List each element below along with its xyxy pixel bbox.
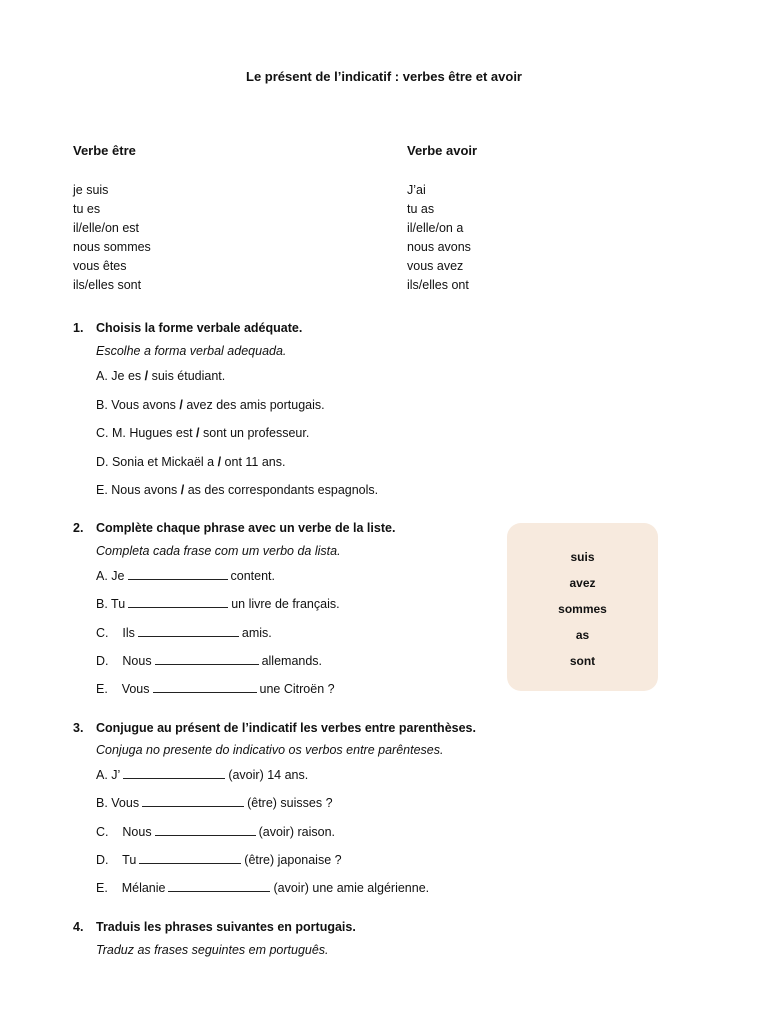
answer-blank[interactable] xyxy=(142,796,244,807)
word-list-item: sommes xyxy=(558,602,607,616)
avoir-form: nous avons xyxy=(407,240,471,254)
exercise-2-item xyxy=(96,682,335,696)
exercise-2-item xyxy=(96,654,322,668)
item-text: (avoir) 14 ans. xyxy=(228,768,309,782)
item-text: B. Vous xyxy=(96,796,140,810)
item-text: sont un professeur. xyxy=(199,426,310,440)
choice-slash: / xyxy=(179,398,183,412)
exercise-1-number: 1. xyxy=(73,321,84,335)
etre-form: je suis xyxy=(73,183,109,197)
etre-form: tu es xyxy=(73,202,101,216)
exercise-4-number: 4. xyxy=(73,920,84,934)
avoir-form: ils/elles ont xyxy=(407,278,469,292)
item-text: E. Nous avons xyxy=(96,483,181,497)
exercise-1-item xyxy=(96,369,225,383)
avoir-form: J’ai xyxy=(407,183,426,197)
word-list-box xyxy=(507,523,658,691)
exercise-3-number: 3. xyxy=(73,721,84,735)
avoir-form: vous avez xyxy=(407,259,464,273)
exercise-3-item xyxy=(96,853,342,867)
item-text: D. Tu xyxy=(96,853,137,867)
answer-blank[interactable] xyxy=(123,768,225,779)
item-text: (être) japonaise ? xyxy=(244,853,342,867)
item-text: (avoir) une amie algérienne. xyxy=(273,881,430,895)
exercise-3-item xyxy=(96,796,333,810)
choice-slash: / xyxy=(180,483,185,497)
item-text: D. Sonia et Mickaël a xyxy=(96,455,218,469)
exercise-2-item xyxy=(96,626,272,640)
answer-blank[interactable] xyxy=(128,597,228,608)
item-text: allemands. xyxy=(261,654,323,668)
word-list-item: suis xyxy=(570,550,595,564)
answer-blank[interactable] xyxy=(155,825,256,836)
item-text: C. Nous xyxy=(96,825,152,839)
etre-form: vous êtes xyxy=(73,259,127,273)
item-text: C. Ils xyxy=(96,626,135,640)
item-text: suis étudiant. xyxy=(148,369,226,383)
item-text: une Citroën ? xyxy=(259,682,335,696)
word-list-item: avez xyxy=(569,576,596,590)
item-text: (avoir) raison. xyxy=(258,825,335,839)
item-text: A. Je xyxy=(96,569,125,583)
item-text: C. M. Hugues est xyxy=(96,426,197,440)
choice-slash: / xyxy=(196,426,200,440)
exercise-2-item xyxy=(96,569,275,583)
item-text: E. Vous xyxy=(96,682,150,696)
etre-conjugation-list xyxy=(73,181,151,295)
exercise-3-title: Conjugue au présent de l’indicatif les verbes entre parenthèses. xyxy=(96,721,476,735)
avoir-form: tu as xyxy=(407,202,435,216)
word-list-item: sont xyxy=(569,654,596,668)
etre-form: ils/elles sont xyxy=(73,278,142,292)
avoir-form: il/elle/on a xyxy=(407,221,464,235)
exercise-1-subtitle: Escolhe a forma verbal adequada. xyxy=(96,344,287,358)
answer-blank[interactable] xyxy=(138,626,239,637)
answer-blank[interactable] xyxy=(153,682,257,693)
item-text: avez des amis portugais. xyxy=(182,398,325,412)
etre-form: nous sommes xyxy=(73,240,151,254)
exercise-1-item xyxy=(96,398,325,412)
item-text: as des correspondants espagnols. xyxy=(184,483,379,497)
exercise-4-subtitle: Traduz as frases seguintes em português. xyxy=(96,943,329,957)
exercise-2-subtitle: Completa cada frase com um verbo da lista. xyxy=(96,544,341,558)
answer-blank[interactable] xyxy=(128,569,228,580)
answer-blank[interactable] xyxy=(168,881,270,892)
verbe-avoir-heading: Verbe avoir xyxy=(407,143,478,158)
item-text: A. J’ xyxy=(96,768,121,782)
exercise-2-number: 2. xyxy=(73,521,84,535)
exercise-2-item xyxy=(96,597,340,611)
item-text: ont 11 ans. xyxy=(221,455,286,469)
exercise-3-item xyxy=(96,881,429,895)
exercise-3-subtitle: Conjuga no presente do indicativo os verbos entre parênteses. xyxy=(96,743,444,757)
item-text: A. Je es xyxy=(96,369,145,383)
page-title: Le présent de l’indicatif : verbes être et avoir xyxy=(246,69,522,84)
answer-blank[interactable] xyxy=(139,853,241,864)
word-list-item: as xyxy=(575,628,590,642)
etre-form: il/elle/on est xyxy=(73,221,140,235)
item-text: D. Nous xyxy=(96,654,152,668)
item-text: B. Tu xyxy=(96,597,126,611)
verbe-etre-heading: Verbe être xyxy=(73,143,136,158)
exercise-1-item xyxy=(96,455,285,469)
item-text: (être) suisses ? xyxy=(247,796,333,810)
exercise-2-title: Complète chaque phrase avec un verbe de la liste. xyxy=(96,521,396,535)
exercise-1-item xyxy=(96,483,378,497)
exercise-1-title: Choisis la forme verbale adéquate. xyxy=(96,321,303,335)
choice-slash: / xyxy=(144,369,149,383)
item-text: E. Mélanie xyxy=(96,881,166,895)
item-text: content. xyxy=(230,569,275,583)
exercise-3-item xyxy=(96,768,308,782)
answer-blank[interactable] xyxy=(155,654,259,665)
exercise-4-title: Traduis les phrases suivantes en portugais. xyxy=(96,920,356,934)
avoir-conjugation-list xyxy=(407,181,471,295)
exercise-1-item xyxy=(96,426,309,440)
item-text: un livre de français. xyxy=(231,597,340,611)
item-text: B. Vous avons xyxy=(96,398,180,412)
exercise-3-item xyxy=(96,825,335,839)
item-text: amis. xyxy=(241,626,272,640)
choice-slash: / xyxy=(217,455,222,469)
